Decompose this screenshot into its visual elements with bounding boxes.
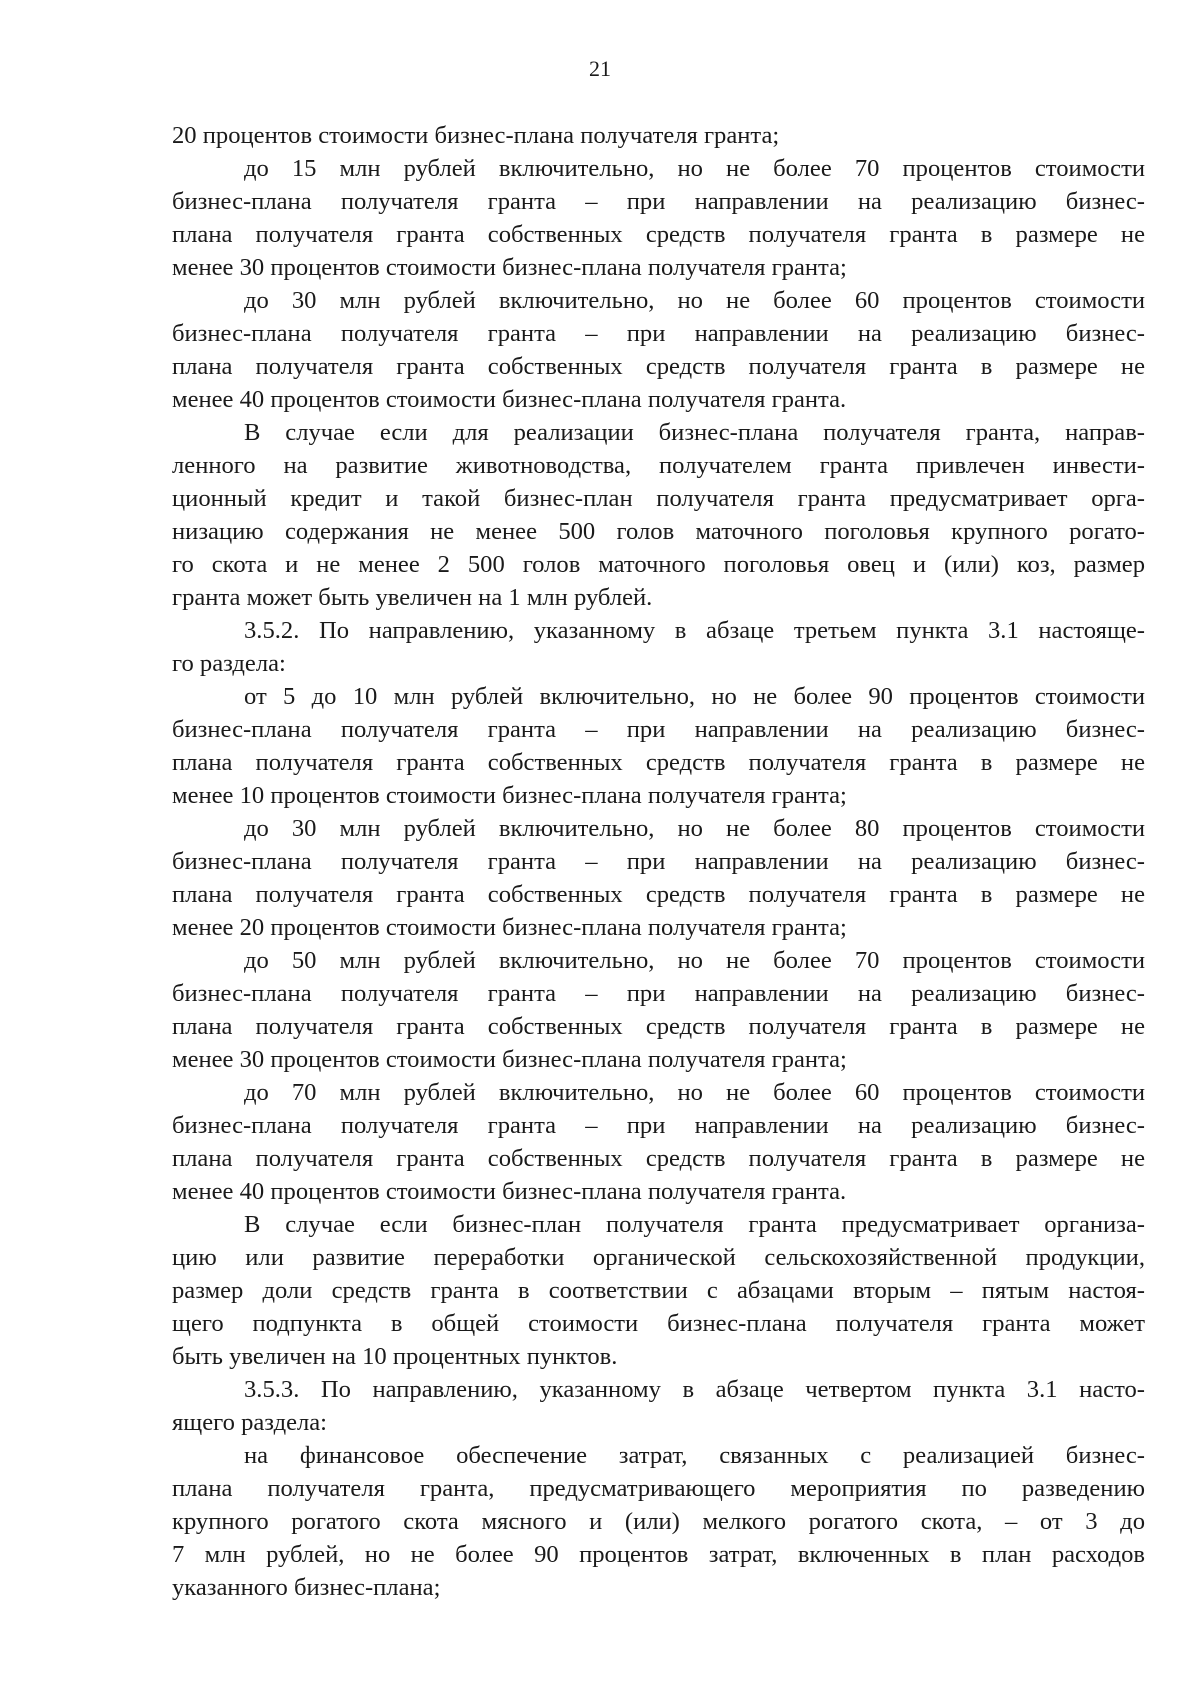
text-line: плана получателя гранта собственных средств получателя гранта в размере не — [172, 881, 1145, 908]
text-line: плана получателя гранта, предусматривающего мероприятия по разведению — [172, 1475, 1145, 1502]
text-line: 7 млн рублей, но не более 90 процентов затрат, включенных в план расходов — [172, 1541, 1145, 1568]
text-line: ционный кредит и такой бизнес-план получателя гранта предусматривает орга- — [172, 485, 1145, 512]
text-line: быть увеличен на 10 процентных пунктов. — [172, 1343, 618, 1370]
text-line: плана получателя гранта собственных средств получателя гранта в размере не — [172, 1145, 1145, 1172]
text-line: плана получателя гранта собственных средств получателя гранта в размере не — [172, 1013, 1145, 1040]
text-line: гранта может быть увеличен на 1 млн рублей. — [172, 584, 653, 611]
text-line: до 30 млн рублей включительно, но не более 80 процентов стоимости — [244, 815, 1145, 842]
text-line: ленного на развитие животноводства, получателем гранта привлечен инвести- — [172, 452, 1145, 479]
text-line: на финансовое обеспечение затрат, связанных с реализацией бизнес- — [244, 1442, 1145, 1469]
text-line: размер доли средств гранта в соответствии с абзацами вторым – пятым настоя- — [172, 1277, 1145, 1304]
text-line: до 70 млн рублей включительно, но не более 60 процентов стоимости — [244, 1079, 1145, 1106]
text-line: ящего раздела: — [172, 1409, 328, 1436]
text-line: 20 процентов стоимости бизнес-плана получателя гранта; — [172, 122, 780, 149]
text-line: менее 30 процентов стоимости бизнес-плана получателя гранта; — [172, 1046, 847, 1073]
text-line: указанного бизнес-плана; — [172, 1574, 441, 1601]
text-line: го раздела: — [172, 650, 286, 677]
text-line: бизнес-плана получателя гранта – при направлении на реализацию бизнес- — [172, 716, 1145, 743]
text-line: менее 40 процентов стоимости бизнес-плана получателя гранта. — [172, 1178, 847, 1205]
text-line: бизнес-плана получателя гранта – при направлении на реализацию бизнес- — [172, 188, 1145, 215]
text-line: менее 10 процентов стоимости бизнес-плана получателя гранта; — [172, 782, 847, 809]
body-text — [172, 119, 1145, 1604]
text-line: бизнес-плана получателя гранта – при направлении на реализацию бизнес- — [172, 848, 1145, 875]
text-line: от 5 до 10 млн рублей включительно, но не более 90 процентов стоимости — [244, 683, 1145, 710]
text-line: го скота и не менее 2 500 голов маточного поголовья овец и (или) коз, размер — [172, 551, 1145, 578]
text-line: цию или развитие переработки органической сельскохозяйственной продукции, — [172, 1244, 1145, 1271]
text-line: бизнес-плана получателя гранта – при направлении на реализацию бизнес- — [172, 320, 1145, 347]
text-line: 3.5.2. По направлению, указанному в абзаце третьем пункта 3.1 настояще- — [244, 617, 1145, 644]
text-line: менее 40 процентов стоимости бизнес-плана получателя гранта. — [172, 386, 847, 413]
text-line: до 15 млн рублей включительно, но не более 70 процентов стоимости — [244, 155, 1145, 182]
text-line: до 30 млн рублей включительно, но не более 60 процентов стоимости — [244, 287, 1145, 314]
text-line: плана получателя гранта собственных средств получателя гранта в размере не — [172, 749, 1145, 776]
text-line: щего подпункта в общей стоимости бизнес-плана получателя гранта может — [172, 1310, 1145, 1337]
text-line: В случае если для реализации бизнес-плана получателя гранта, направ- — [244, 419, 1145, 446]
text-line: крупного рогатого скота мясного и (или) мелкого рогатого скота, – от 3 до — [172, 1508, 1145, 1535]
text-line: до 50 млн рублей включительно, но не более 70 процентов стоимости — [244, 947, 1145, 974]
page-number: 21 — [589, 56, 611, 81]
text-line: плана получателя гранта собственных средств получателя гранта в размере не — [172, 353, 1145, 380]
text-line: плана получателя гранта собственных средств получателя гранта в размере не — [172, 221, 1145, 248]
text-line: менее 20 процентов стоимости бизнес-плана получателя гранта; — [172, 914, 847, 941]
text-line: бизнес-плана получателя гранта – при направлении на реализацию бизнес- — [172, 1112, 1145, 1139]
text-line: бизнес-плана получателя гранта – при направлении на реализацию бизнес- — [172, 980, 1145, 1007]
text-line: 3.5.3. По направлению, указанному в абзаце четвертом пункта 3.1 насто- — [244, 1376, 1145, 1403]
text-line: В случае если бизнес-план получателя гранта предусматривает организа- — [244, 1211, 1145, 1238]
text-line: менее 30 процентов стоимости бизнес-плана получателя гранта; — [172, 254, 847, 281]
text-line: низацию содержания не менее 500 голов маточного поголовья крупного рогато- — [172, 518, 1145, 545]
